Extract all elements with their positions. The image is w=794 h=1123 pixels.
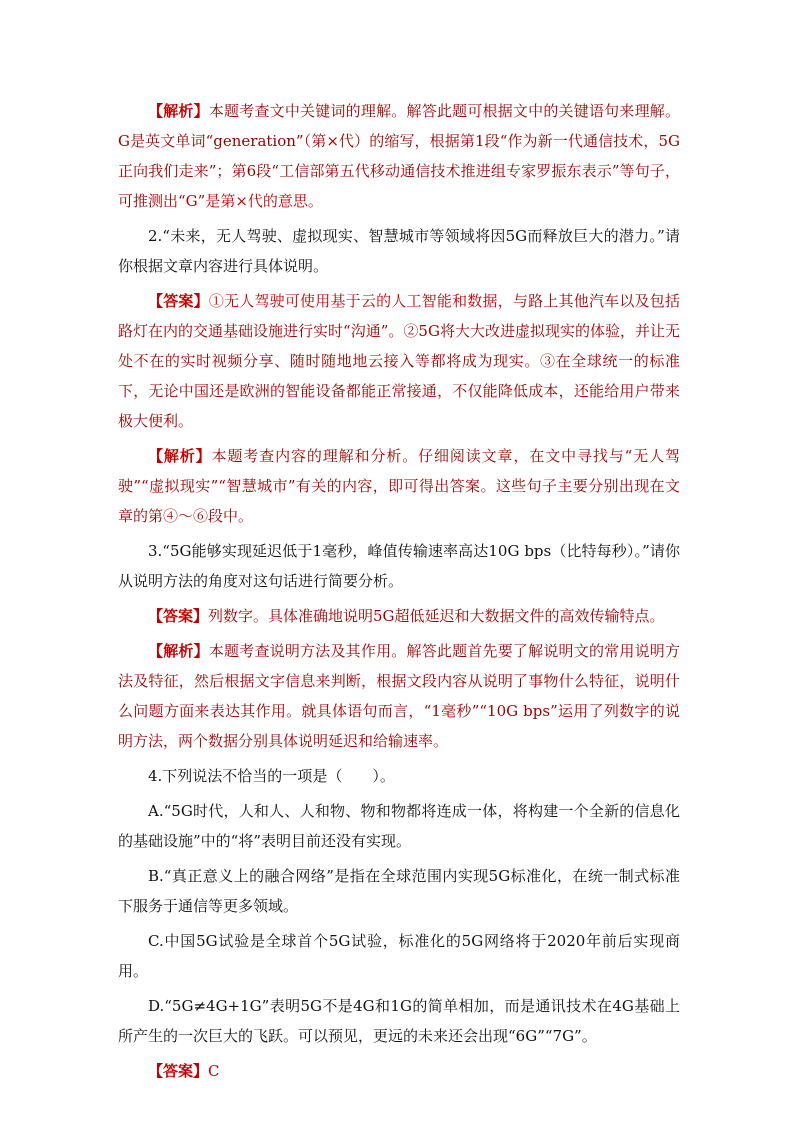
q2-question: 2.“未来，无人驾驶、虚拟现实、智慧城市等领域将因5G而释放巨大的潜力。”请你根据文章内容进行具体说明。	[118, 227, 680, 275]
q3-answer-text: 列数字。具体准确地说明5G超低延迟和大数据文件的高效传输特点。	[208, 607, 665, 625]
page-content	[118, 96, 680, 1086]
q2-answer-tag: 【答案】	[148, 292, 209, 310]
q3-question: 3.“5G能够实现延迟低于1毫秒，峰值传输速率高达10G bps（比特每秒）。”请你从说明方法的角度对这句话进行简要分析。	[118, 542, 680, 590]
q2-analysis-tag: 【解析】	[148, 447, 212, 465]
q1-analysis-tag: 【解析】	[148, 102, 209, 120]
q2-analysis	[118, 441, 680, 531]
q4-answer	[118, 1056, 680, 1086]
q3-answer-tag: 【答案】	[148, 607, 209, 625]
q4-option-d: D.“5G≠4G+1G”表明5G不是4G和1G的简单相加，而是通讯技术在4G基础上所产生的一次巨大的飞跃。可以预见，更远的未来还会出现“6G”“7G”。	[118, 997, 680, 1045]
q3-analysis-text: 本题考查说明方法及其作用。解答此题首先要了解说明文的常用说明方法及特征，然后根据文字信息来判断，根据文段内容从说明了事物什么特征，说明什么问题方面来表达其作用。就具体语句而言，“1毫秒”“10G bps”运用了列数字的说明方法，两个数据分别具体说明延迟和给输速率。	[118, 642, 680, 750]
q2-answer-part3: 无论中国还是欧洲的智能设备都能正常接通，不仅能降低成本，还能给用户带来极大便利。	[118, 382, 680, 430]
q1-analysis-text-b: “G”是第×代的意思。	[178, 192, 323, 210]
q2-answer	[118, 286, 680, 436]
q4-option-a: A.“5G时代，人和人、人和物、物和物都将连成一体，将构建一个全新的信息化的基础设施”中的“将”表明目前还没有实现。	[118, 802, 680, 850]
q4-answer-text: C	[208, 1062, 220, 1080]
q4-option-b: B.“真正意义上的融合网络”是指在全球范围内实现5G标准化，在统一制式标准下服务于通信等更多领域。	[118, 867, 680, 915]
q4-answer-tag: 【答案】	[148, 1062, 209, 1080]
q2-answer-part1: ①无人驾驶可使用基于云的人工智能和数据，	[208, 292, 513, 310]
q4-question: 4.下列说法不恰当的一项是（ ）。	[148, 767, 395, 785]
q2-analysis-text: 本题考查内容的理解和分析。仔细阅读文章，在文中寻找与“无人驾驶”“虚拟现实”“智慧城市”有关的内容，即可得出答案。这些句子主要分别出现在文章的第④～⑥段中。	[118, 447, 680, 525]
q1-analysis	[118, 96, 680, 216]
q3-analysis	[118, 636, 680, 756]
q1-analysis-text-a: 本题考查文中关键词的理解。解答此题可根据文中的关键语句来理解。G是英文单词“generation”（第×代）的缩写，根据第1段“作为新一代通信技术，5G正向我们走来”；第6段“工信部第五代移动通信技术推进组专家罗振东表示”等句子，可推测出	[118, 102, 680, 210]
q4-option-c: C.中国5G试验是全球首个5G试验，标准化的5G网络将于2020年前后实现商用。	[118, 932, 680, 980]
q3-answer	[118, 601, 680, 631]
q3-analysis-tag: 【解析】	[148, 642, 209, 660]
q2-answer-part2: 与路上其他汽车以及包括路灯在内的交通基础设施进行实时“沟通”。②5G将大大改进虚拟现实的体验，并让无处不在的实时视频分享、随时随地地云接入等都将成为现实。③在全球统一的标准下，	[118, 292, 680, 400]
